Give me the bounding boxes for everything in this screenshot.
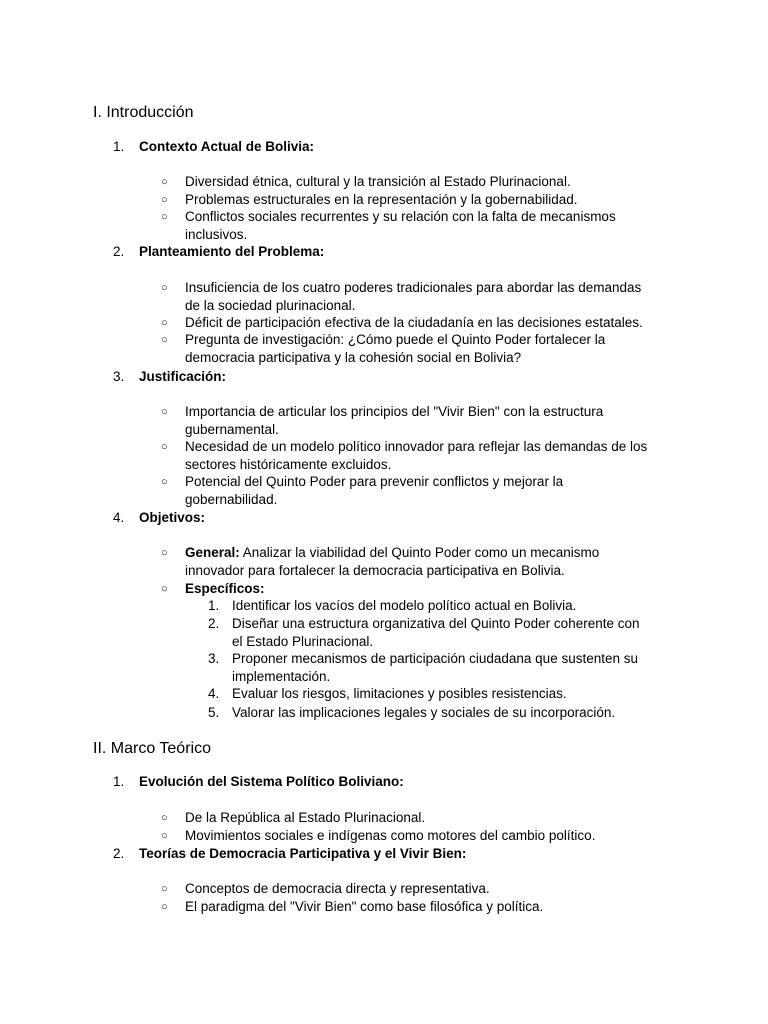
bullet-circle-icon: ○: [161, 441, 168, 453]
bullet-text: Necesidad de un modelo político innovador para reflejar las demandas de los sectores históricamente excluidos.: [185, 439, 648, 472]
bullet-circle-icon: ○: [161, 211, 168, 223]
list-item-title: Objetivos:: [139, 510, 206, 525]
bullet-circle-icon: ○: [161, 176, 168, 188]
bullet-text: Conflictos sociales recurrentes y su relación con la falta de mecanismos inclusivos.: [185, 209, 616, 242]
sub-list-text: Identificar los vacíos del modelo político actual en Bolivia.: [232, 598, 577, 613]
bullet-text: Insuficiencia de los cuatro poderes tradicionales para abordar las demandas de la sociedad plurinacional.: [185, 280, 642, 313]
bullet-text: [185, 580, 685, 598]
sub-list-text: Evaluar los riesgos, limitaciones y posibles resistencias.: [232, 686, 567, 701]
bullet-text: Movimientos sociales e indígenas como motores del cambio político.: [185, 828, 596, 843]
sub-list-text: Proponer mecanismos de participación ciudadana que sustenten su implementación.: [232, 651, 639, 684]
list-number: 3.: [113, 369, 125, 384]
bullet-circle-icon: ○: [161, 406, 168, 418]
bullet-text: Déficit de participación efectiva de la ciudadanía en las decisiones estatales.: [185, 315, 643, 330]
bullet-text: De la República al Estado Plurinacional.: [185, 810, 426, 825]
section-heading: I. Introducción: [93, 104, 194, 121]
list-number: 4.: [113, 510, 125, 525]
bullet-circle-icon: ○: [161, 334, 168, 346]
list-number: 2.: [113, 846, 125, 861]
sub-list-number: 4.: [208, 686, 220, 701]
sub-list-number: 2.: [208, 616, 220, 631]
bullet-text: El paradigma del "Vivir Bien" como base filosófica y política.: [185, 899, 544, 914]
bullet-text: Importancia de articular los principios del "Vivir Bien" con la estructura gubernamental.: [185, 404, 604, 437]
bullet-circle-icon: ○: [161, 317, 168, 329]
bullet-circle-icon: ○: [161, 476, 168, 488]
bullet-circle-icon: ○: [161, 812, 168, 824]
sub-list-number: 5.: [208, 705, 220, 720]
bullet-text: Problemas estructurales en la representación y la gobernabilidad.: [185, 192, 578, 207]
bullet-text: General: Analizar la viabilidad del Quinto Poder como un mecanismo innovador para fortalecer la democracia participativa en Bolivia.: [185, 545, 600, 578]
section-heading: II. Marco Teórico: [93, 740, 211, 757]
list-item-title: Planteamiento del Problema:: [139, 244, 325, 259]
bullet-circle-icon: ○: [161, 901, 168, 913]
bullet-circle-icon: ○: [161, 194, 168, 206]
bullet-circle-icon: ○: [161, 282, 168, 294]
bullet-text: Conceptos de democracia directa y representativa.: [185, 881, 490, 896]
list-item-title: Teorías de Democracia Participativa y el Vivir Bien:: [139, 846, 467, 861]
bullet-text: Pregunta de investigación: ¿Cómo puede el Quinto Poder fortalecer la democracia participativa y la cohesión social en Bolivia?: [185, 332, 606, 365]
list-number: 1.: [113, 774, 125, 789]
list-number: 1.: [113, 139, 125, 154]
list-item-title: Evolución del Sistema Político Boliviano:: [139, 774, 404, 789]
sub-list-text: Valorar las implicaciones legales y sociales de su incorporación.: [232, 705, 616, 720]
bullet-text: Diversidad étnica, cultural y la transición al Estado Plurinacional.: [185, 174, 571, 189]
bullet-circle-icon: ○: [161, 830, 168, 842]
bullet-circle-icon: ○: [161, 583, 168, 595]
bullet-circle-icon: ○: [161, 883, 168, 895]
list-number: 2.: [113, 244, 125, 259]
bullet-text: Potencial del Quinto Poder para prevenir conflictos y mejorar la gobernabilidad.: [185, 474, 564, 507]
bullet-circle-icon: ○: [161, 547, 168, 559]
sub-list-number: 1.: [208, 598, 220, 613]
bullet-label: Específicos:: [185, 581, 265, 596]
sub-list-text: Diseñar una estructura organizativa del Quinto Poder coherente con el Estado Plurinacional.: [232, 616, 640, 649]
list-item-title: Justificación:: [139, 369, 227, 384]
bullet-label: General:: [185, 545, 240, 560]
sub-list-number: 3.: [208, 651, 220, 666]
list-item-title: Contexto Actual de Bolivia:: [139, 139, 315, 154]
